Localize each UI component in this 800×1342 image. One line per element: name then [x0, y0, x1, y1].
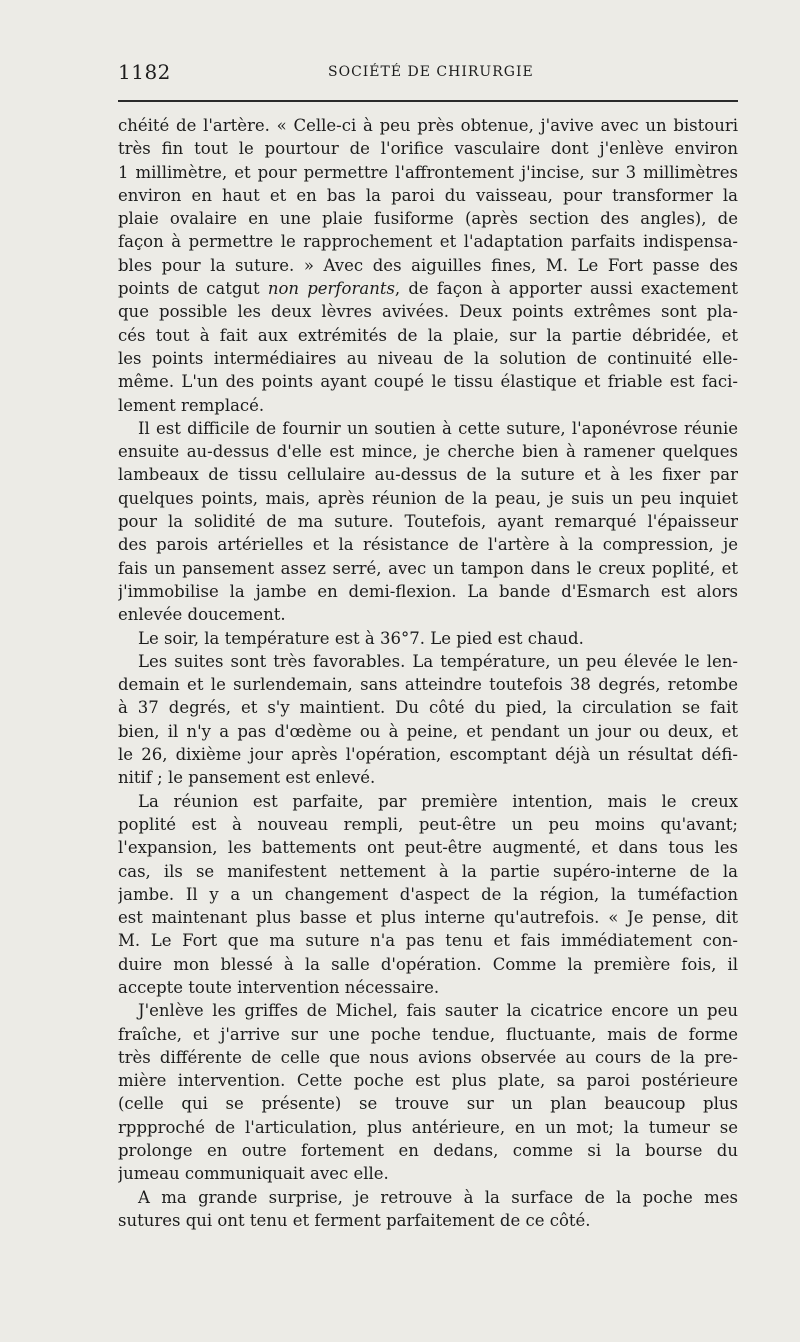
text-line: même. L'un des points ayant coupé le tissu élastique et friable est faci-: [118, 372, 738, 392]
text-line: chéité de l'artère. « Celle-ci à peu près obtenue, j'avive avec un bistouri: [118, 116, 738, 135]
text-line: fraîche, et j'arrive sur une poche tendue, fluctuante, mais de forme: [118, 1024, 738, 1044]
body-text: [118, 114, 738, 1232]
text-line: les points intermédiaires au niveau de la solution de continuité elle-: [118, 348, 738, 368]
text-line: A ma grande surprise, je retrouve à la surface de la poche mes: [138, 1187, 738, 1207]
text-line: des parois artérielles et la résistance de l'artère à la compression, je: [118, 535, 738, 555]
text-line: bien, il n'y a pas d'œdème ou à peine, et pendant un jour ou deux, et: [118, 721, 738, 741]
text-line: bles pour la suture. » Avec des aiguilles fines, M. Le Fort passe des: [118, 255, 738, 275]
text-line: mière intervention. Cette poche est plus plate, sa paroi postérieure: [118, 1071, 738, 1091]
text-line: (celle qui se présente) se trouve sur un plan beaucoup plus: [118, 1094, 738, 1114]
text-line: le 26, dixième jour après l'opération, escomptant déjà un résultat défi-: [118, 745, 738, 765]
text-line: Le soir, la température est à 36°7. Le pied est chaud.: [138, 628, 584, 648]
text-line: 1 millimètre, et pour permettre l'affrontement j'incise, sur 3 millimètres: [118, 162, 738, 182]
text-line: Les suites sont très favorables. La température, un peu élevée le len-: [138, 651, 738, 671]
page-number: 1182: [118, 60, 171, 84]
text-line: plaie ovalaire en une plaie fusiforme (après section des angles), de: [118, 209, 738, 229]
text-line: fais un pansement assez serré, avec un tampon dans le creux poplité, et: [118, 558, 738, 578]
text-line-with-italic: [118, 277, 738, 300]
text-line: pour la solidité de ma suture. Toutefois, ayant remarqué l'épaisseur: [118, 512, 738, 532]
running-head: [118, 60, 738, 86]
text-line: environ en haut et en bas la paroi du vaisseau, pour transformer la: [118, 185, 738, 205]
text-line: à 37 degrés, et s'y maintient. Du côté du pied, la circulation se fait: [118, 698, 738, 718]
text-line: poplité est à nouveau rempli, peut-être un peu moins qu'avant;: [118, 814, 738, 834]
text-line: duire mon blessé à la salle d'opération. Comme la première fois, il: [118, 954, 738, 974]
text-line: accepte toute intervention nécessaire.: [118, 977, 440, 997]
text-line: l'expansion, les battements ont peut-être augmenté, et dans tous les: [118, 838, 738, 858]
text-line: très fin tout le pourtour de l'orifice vasculaire dont j'enlève environ: [118, 139, 738, 159]
text-line: jambe. Il y a un changement d'aspect de la région, la tuméfaction: [118, 884, 738, 904]
text-line: rppproché de l'articulation, plus antérieure, en un mot; la tumeur se: [118, 1117, 738, 1137]
text-line: quelques points, mais, après réunion de la peau, je suis un peu inquiet: [118, 488, 738, 508]
text-line: J'enlève les griffes de Michel, fais sauter la cicatrice encore un peu: [138, 1001, 738, 1021]
running-title: SOCIÉTÉ DE CHIRURGIE: [328, 64, 534, 80]
text-line: prolonge en outre fortement en dedans, comme si la bourse du: [118, 1141, 738, 1161]
text-line: façon à permettre le rapprochement et l'adaptation parfaits indispensa-: [118, 232, 738, 252]
text-line: très différente de celle que nous avions observée au cours de la pre-: [118, 1047, 738, 1067]
text-line: ensuite au-dessus d'elle est mince, je cherche bien à ramener quelques: [118, 442, 738, 462]
text-line: lambeaux de tissu cellulaire au-dessus de la suture et à les fixer par: [118, 465, 738, 485]
text-line: sutures qui ont tenu et ferment parfaitement de ce côté.: [118, 1210, 591, 1230]
text-line: La réunion est parfaite, par première intention, mais le creux: [138, 791, 738, 811]
text-line: demain et le surlendemain, sans atteindre toutefois 38 degrés, retombe: [118, 675, 738, 695]
text-fragment: , de façon à apporter aussi exactement: [394, 279, 738, 299]
text-line: enlevée doucement.: [118, 605, 286, 625]
text-line: que possible les deux lèvres avivées. Deux points extrêmes sont pla-: [118, 302, 738, 322]
text-line: M. Le Fort que ma suture n'a pas tenu et fais immédiatement con-: [118, 931, 738, 951]
text-line: cés tout à fait aux extrémités de la plaie, sur la partie débridée, et: [118, 325, 738, 345]
header-rule: [118, 100, 738, 102]
italic-text: non perforants: [267, 279, 395, 299]
text-line: cas, ils se manifestent nettement à la partie supéro-interne de la: [118, 861, 738, 881]
text-line: Il est difficile de fournir un soutien à cette suture, l'aponévrose réunie: [138, 418, 738, 438]
text-line: est maintenant plus basse et plus interne qu'autrefois. « Je pense, dit: [118, 908, 738, 928]
text-line: j'immobilise la jambe en demi-flexion. La bande d'Esmarch est alors: [118, 581, 738, 601]
text-fragment: points de catgut: [118, 279, 260, 299]
text-line: lement remplacé.: [118, 395, 265, 415]
text-line: jumeau communiquait avec elle.: [118, 1164, 389, 1184]
text-line: nitif ; le pansement est enlevé.: [118, 768, 376, 788]
